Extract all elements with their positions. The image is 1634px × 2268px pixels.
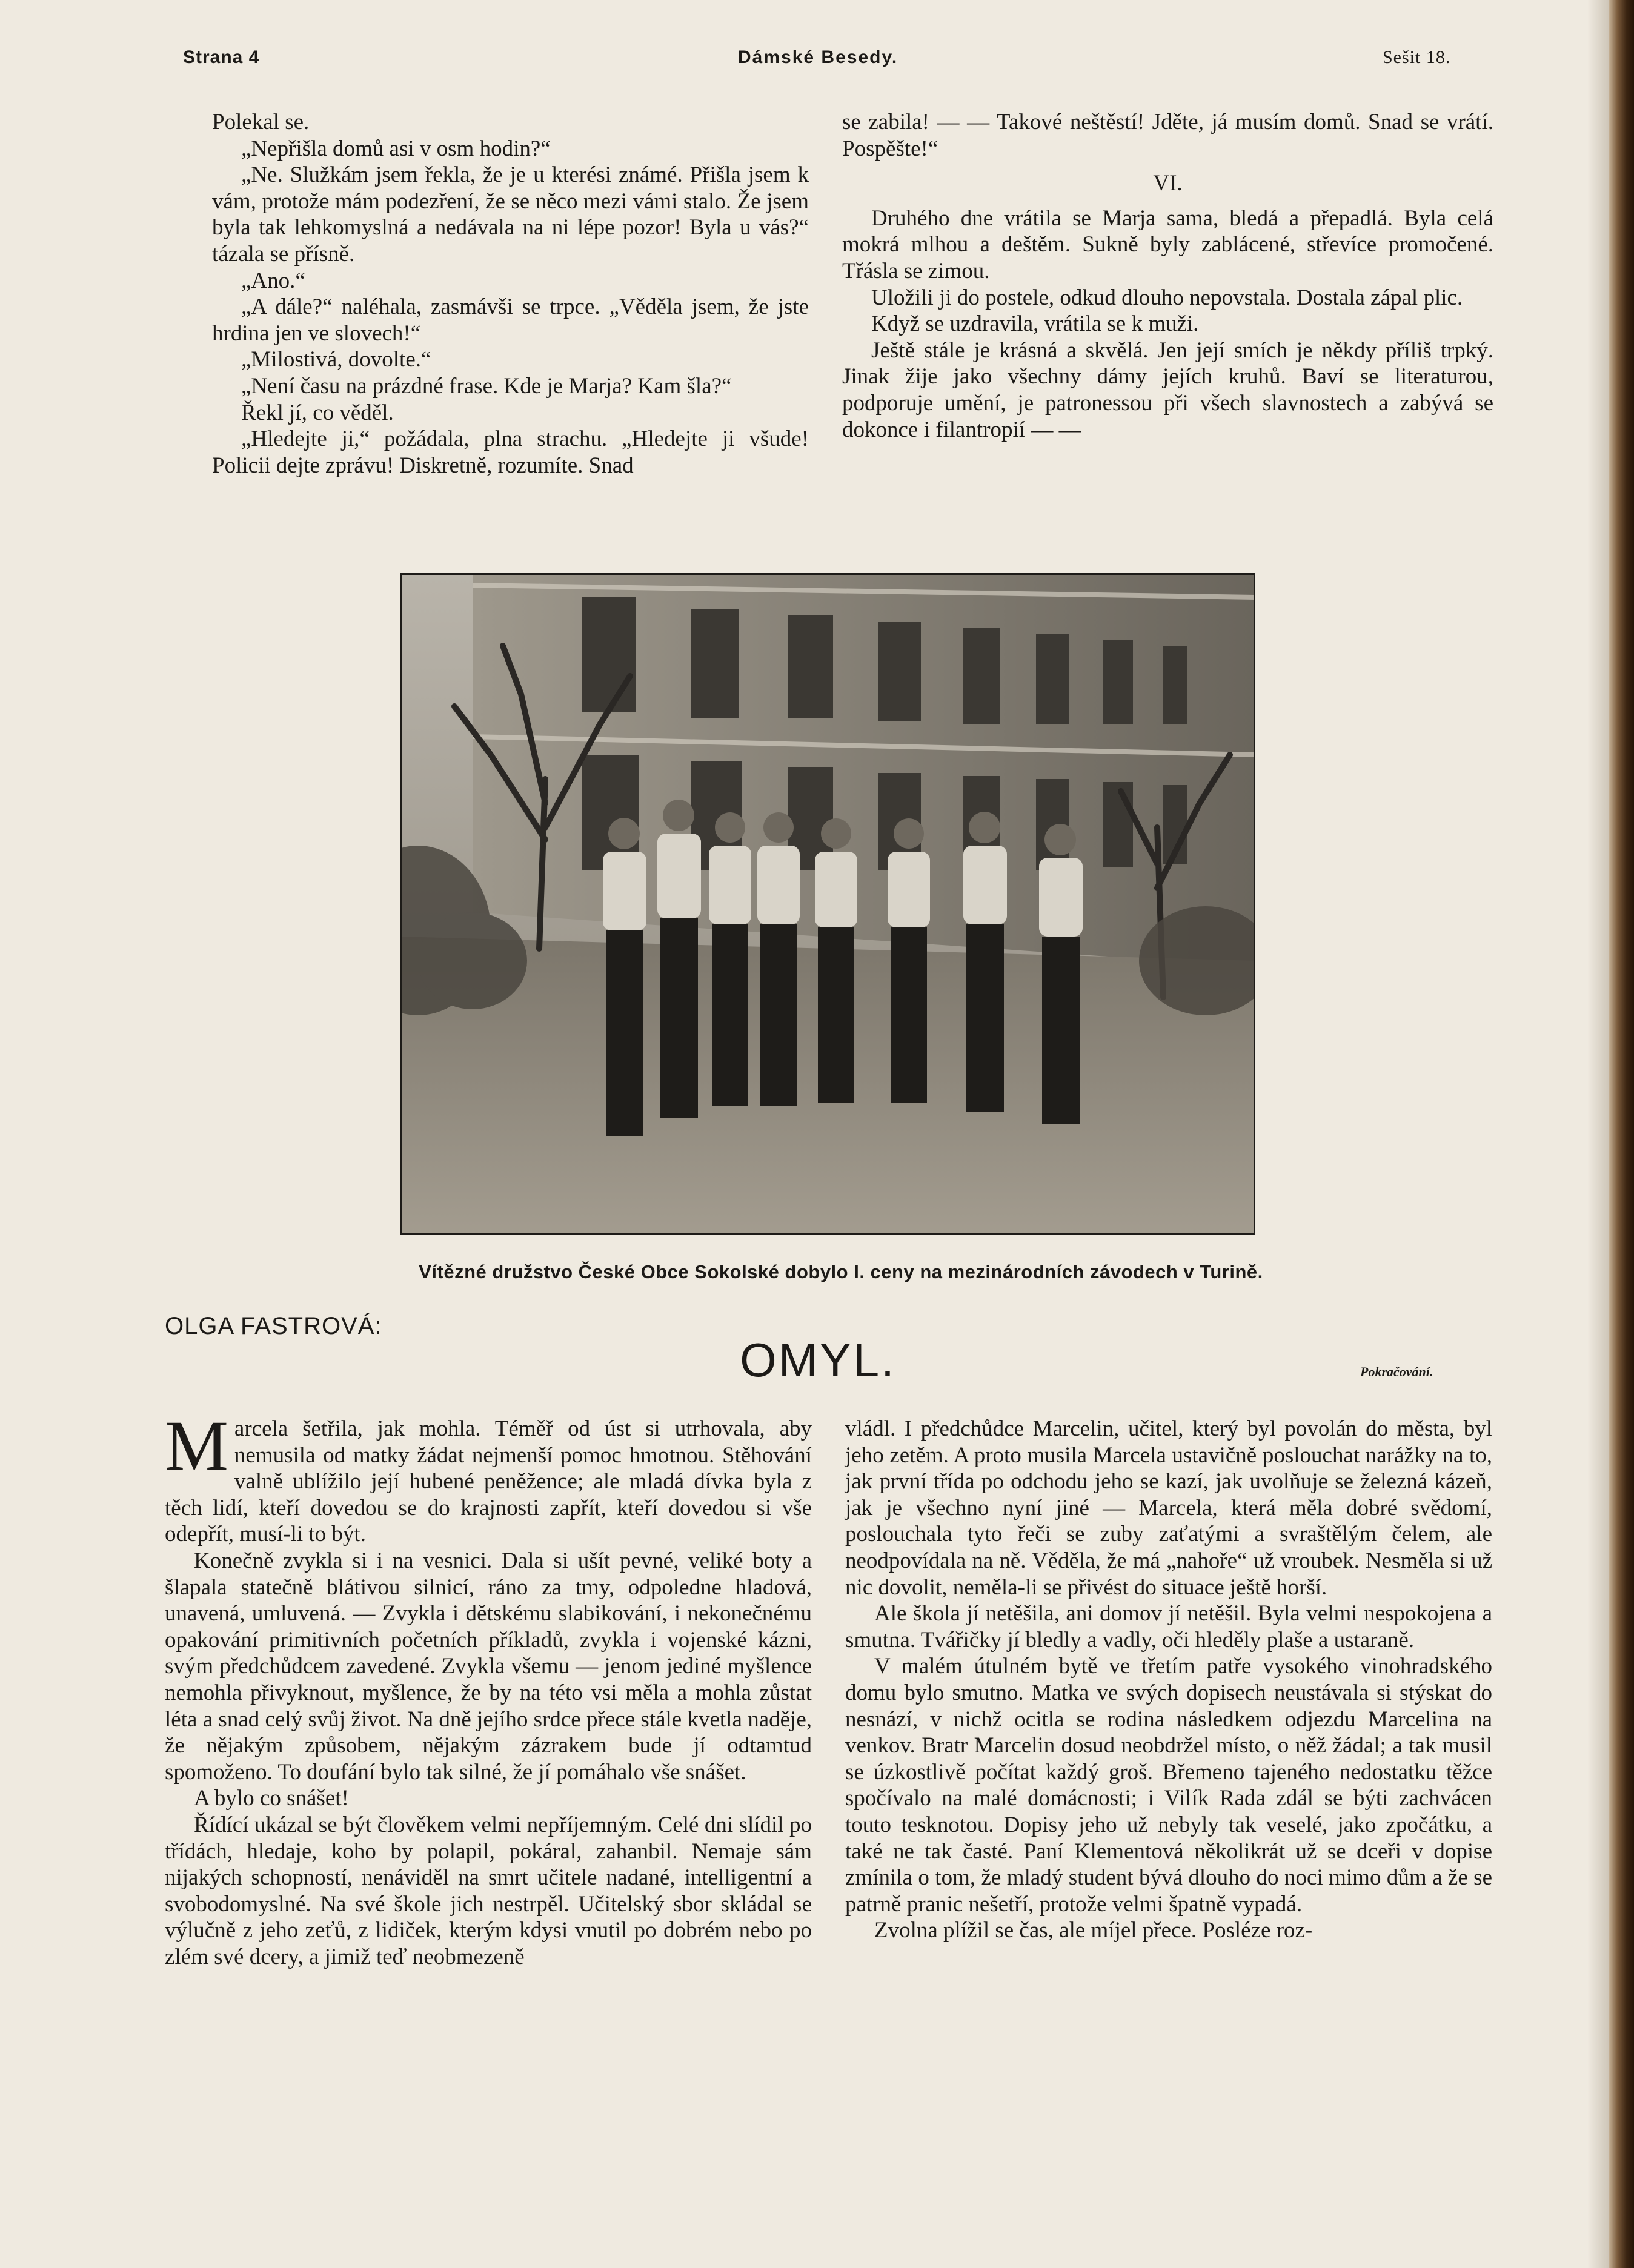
paragraph: vládl. I předchůdce Marcelin, učitel, který byl povolán do města, byl jeho zetěm. A proto musila Marcela ustavičně poslouchat narážky na to, jak první třída po odchodu jeho se kazí, jak uvolňuje se železná kázeň, jak je všechno nyní jiné — Marcela, která měla dobré svědomí, poslouchala tyto řeči se zuby zaťatými a svraštělým čelem, ale neodpovídala na ně. Věděla, že má „nahoře“ už vroubek. Nesměla si už nic dovolit, neměla-li se přivést do situace ještě horší.: [845, 1416, 1492, 1600]
photo-illustration: [400, 573, 1255, 1235]
book-binding: [1609, 0, 1634, 2268]
story-title: OMYL.: [740, 1333, 896, 1387]
bottom-left-column: [165, 1406, 812, 1970]
paragraph: Když se uzdravila, vrátila se k muži.: [871, 311, 1199, 337]
paragraph: „A dále?“ naléhala, zasmávši se trpce. „Věděla jsem, že jste hrdina jen ve slovech!“: [212, 294, 809, 346]
paragraph: „Hledejte ji,“ požádala, plna strachu. „Hledejte ji všude! Policii dejte zprávu! Diskretně, rozumíte. Snad: [212, 426, 809, 478]
issue-number: Sešit 18.: [1383, 47, 1451, 67]
paragraph: [165, 1406, 812, 1548]
running-title: Dámské Besedy.: [738, 47, 898, 67]
paragraph: „Milostivá, dovolte.“: [241, 347, 431, 373]
bottom-right-column: [845, 1416, 1492, 1944]
story-author: OLGA FASTROVÁ:: [165, 1313, 382, 1339]
paragraph: Ale škola jí netěšila, ani domov jí netěšil. Byla velmi nespokojena a smutna. Tvářičky jí bledly a vadly, oči hleděly plaše a ustaraně.: [845, 1601, 1492, 1653]
paragraph: Druhého dne vrátila se Marja sama, bledá a přepadlá. Byla celá mokrá mlhou a deštěm. Sukně byly zablácené, střevíce promočené. Třásla se zimou.: [842, 205, 1493, 284]
first-paragraph-text: arcela šetřila, jak mohla. Téměř od úst si utrhovala, aby nemusila od matky žádat nejmenší pomoc hmotnou. Stěhování valně ublížilo její hubené peněžence; ale mladá dívka byla z těch lidí, kteří dovedou se do krajnosti zapřít, kteří dovedou si vše odepřít, musí-li to být.: [165, 1416, 812, 1547]
paragraph: Ještě stále je krásná a skvělá. Jen její smích je někdy příliš trpký. Jinak žije jako všechny dámy jejích kruhů. Baví se literaturou, podporuje umění, je patronessou při všech slavnostech a zabývá se dokonce i filantropií — —: [842, 337, 1493, 442]
photo-caption: Vítězné družstvo České Obce Sokolské dobylo I. ceny na mezinárodních závodech v Turině.: [419, 1261, 1263, 1282]
paragraph: Polekal se.: [212, 110, 310, 134]
binding-shadow: [1587, 0, 1612, 2268]
section-number: VI.: [1153, 171, 1183, 196]
team-photograph: [400, 573, 1255, 1235]
paragraph: Zvolna plížil se čas, ale míjel přece. Posléze roz-: [874, 1918, 1313, 1943]
paragraph: „Nepřišla domů asi v osm hodin?“: [241, 136, 551, 161]
paragraph: Uložili ji do postele, odkud dlouho nepovstala. Dostala zápal plic.: [871, 285, 1463, 310]
drop-cap: M: [165, 1406, 228, 1485]
paragraph: A bylo co snášet!: [194, 1786, 349, 1811]
paragraph: Řekl jí, co věděl.: [241, 400, 394, 425]
paragraph: Řídící ukázal se být člověkem velmi nepříjemným. Celé dni slídil po třídách, hledaje, koho by polapil, pokáral, zahanbil. Nemaje sám nijakých schopností, nenáviděl na smrt učitele nadané, intelligentní a svobodomyslné. Na své škole jich nestrpěl. Učitelský sbor skládal se výlučně z jeho zeťů, z lidiček, kterým kdysi vnutil po dobrém nebo po zlém své dcery, a jimiž teď neobmezeně: [165, 1812, 812, 1969]
paragraph: „Není času na prázdné frase. Kde je Marja? Kam šla?“: [241, 373, 732, 399]
top-left-column: [212, 109, 809, 479]
continued-label: Pokračování.: [1360, 1364, 1433, 1379]
paragraph: se zabila! — — Takové neštěstí! Jděte, já musím domů. Snad se vrátí. Pospěšte!“: [842, 110, 1493, 161]
paragraph: Konečně zvykla si i na vesnici. Dala si ušít pevné, veliké boty a šlapala statečně blátivou silnicí, ráno za tmy, odpoledne hladová, unavená, umluvená. — Zvykla i dětskému slabikování, i nekonečnému opakování primitivních početních příkladů, zvykla i vojenské kázni, svým předchůdcem zavedené. Zvykla všemu — jenom jediné myšlence nemohla přivyknout, myšlence, že by na této vsi měla a mohla zůstat léta a snad celý svůj život. Na dně jejího srdce přece stále kvetla naděje, že nějakým způsobem, nějakým zázrakem bude jí odtamtud spomoženo. To doufání bylo tak silné, že jí pomáhalo vše snášet.: [165, 1548, 812, 1785]
paragraph: „Ano.“: [241, 268, 305, 293]
paragraph: „Ne. Služkám jsem řekla, že je u kterési známé. Přišla jsem k vám, protože mám podezření, že se něco mezi vámi stalo. Že jsem byla tak lehkomyslná a nedávala na ni lépe pozor! Byla u vás?“ tázala se přísně.: [212, 162, 809, 267]
paragraph: V malém útulném bytě ve třetím patře vysokého vinohradského domu bylo smutno. Matka ve svých dopisech neustávala si stýskat do nesnází, v nichž ocitla se rodina následkem odjezdu Marcelina na venkov. Bratr Marcelin dosud neobdržel místo, o něž žádal; a tak musil se úzkostlivě počítat každý groš. Břemeno tajeného nedostatku těžce spočívalo na malé domácnosti; i Vilík Rada zdál se býti zachvácen touto tesknotou. Dopisy jeho už nebyly tak veselé, jako zpočátku, a také ne tak časté. Paní Klementová několikrát už se dceři v dopise zmínila o tom, že mladý student bývá dlouho do noci mimo dům a že se patrně pranic nešetří, protože velmi špatně vypadá.: [845, 1654, 1492, 1917]
page-number: Strana 4: [183, 47, 260, 67]
top-right-column: [842, 109, 1493, 443]
